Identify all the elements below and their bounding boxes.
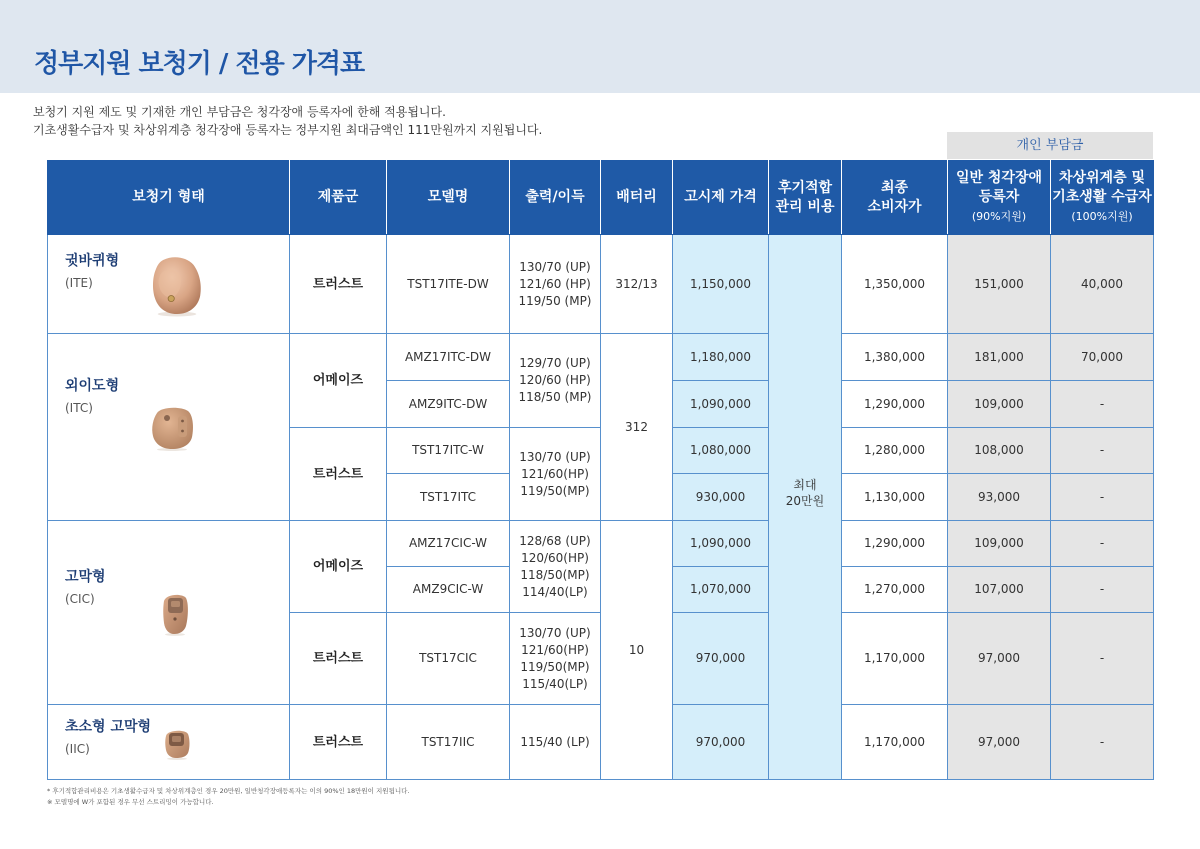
type-code: (CIC) <box>65 592 95 606</box>
output-gain-line: 130/70 (UP) <box>519 625 591 640</box>
notice-price-cell: 1,090,000 <box>673 381 769 428</box>
type-label <box>65 566 106 610</box>
output-gain-line: 118/50 (MP) <box>518 390 592 404</box>
output-gain-line: 121/60(HP) <box>521 466 589 481</box>
output-gain-line: 121/60 (HP) <box>519 276 591 291</box>
aftercare-cost-line: 최대 <box>793 478 817 492</box>
output-gain-cell <box>510 521 601 613</box>
low-income-share-cell: 40,000 <box>1051 235 1154 334</box>
product-line-cell: 트러스트 <box>290 613 387 705</box>
type-name: 외이도형 <box>65 378 120 394</box>
low-income-share-cell: - <box>1051 381 1154 428</box>
final-price-cell: 1,170,000 <box>842 705 948 780</box>
output-gain-cell <box>510 428 601 521</box>
header-line: 등록자 <box>978 188 1020 205</box>
battery-cell: 312 <box>601 334 673 521</box>
footnote: * 후기적합관리비용은 기초생활수급자 및 차상위계층인 경우 20만원, 일반청각장애등록자는 이의 90%인 18만원이 지원됩니다. <box>47 787 410 795</box>
general-share-cell: 107,000 <box>948 567 1051 613</box>
cic-hearing-aid-icon <box>160 592 190 636</box>
output-gain-cell <box>510 235 601 334</box>
output-gain-cell <box>510 705 601 780</box>
type-label <box>65 375 119 419</box>
final-price-cell: 1,270,000 <box>842 567 948 613</box>
output-gain-line: 119/50 (MP) <box>518 293 592 308</box>
output-gain-line: 128/68 (UP) <box>519 533 591 548</box>
output-gain-line: 118/50(MP) <box>520 567 590 582</box>
notice-price-cell: 1,070,000 <box>673 567 769 613</box>
type-label <box>65 716 151 760</box>
type-cell <box>48 705 290 780</box>
personal-share-label: 개인 부담금 <box>947 132 1153 159</box>
type-cell <box>48 334 290 521</box>
notice-price-cell: 1,080,000 <box>673 428 769 474</box>
type-code: (ITC) <box>65 401 93 415</box>
low-income-share-cell: 70,000 <box>1051 334 1154 381</box>
notice-line: 기초생활수급자 및 차상위계층 청각장애 등록자는 정부지원 최대금액인 111만원까지 지원됩니다. <box>33 123 543 137</box>
header-line: 후기적합 <box>777 179 833 196</box>
footnotes <box>47 786 410 808</box>
low-income-share-cell: - <box>1051 613 1154 705</box>
output-gain-line: 120/60(HP) <box>521 550 589 565</box>
notice-price-cell: 1,090,000 <box>673 521 769 567</box>
type-cell <box>48 235 290 334</box>
header-line: 관리 비용 <box>775 198 835 215</box>
battery-cell: 10 <box>601 521 673 780</box>
header-line: 소비자가 <box>867 198 922 215</box>
type-cell <box>48 521 290 705</box>
output-gain-cell <box>510 613 601 705</box>
page-title: 정부지원 보청기 / 전용 가격표 <box>34 49 365 79</box>
product-line-cell: 어메이즈 <box>290 521 387 613</box>
header-product-line: 제품군 <box>290 161 387 235</box>
final-price-cell: 1,290,000 <box>842 521 948 567</box>
model-cell: TST17CIC <box>387 613 510 705</box>
aftercare-cost-line: 20만원 <box>785 494 825 508</box>
product-line-cell: 어메이즈 <box>290 334 387 428</box>
final-price-cell: 1,170,000 <box>842 613 948 705</box>
header-line: 일반 청각장애 <box>955 169 1043 186</box>
output-gain-line: 115/40(LP) <box>522 676 588 691</box>
model-cell: TST17IIC <box>387 705 510 780</box>
ite-hearing-aid-icon <box>148 255 206 317</box>
header-line: 기초생활 수급자 <box>1052 188 1152 205</box>
product-line-cell: 트러스트 <box>290 428 387 521</box>
price-table <box>47 160 1154 780</box>
product-line-cell: 트러스트 <box>290 235 387 334</box>
type-name: 고막형 <box>65 569 106 585</box>
final-price-cell: 1,290,000 <box>842 381 948 428</box>
header-type: 보청기 형태 <box>48 161 290 235</box>
header-line: 최종 <box>880 179 909 196</box>
general-share-cell: 109,000 <box>948 521 1051 567</box>
output-gain-line: 130/70 (UP) <box>519 259 591 274</box>
type-code: (IIC) <box>65 742 90 756</box>
notice-price-cell: 930,000 <box>673 474 769 521</box>
notice-price-cell: 1,180,000 <box>673 334 769 381</box>
output-gain-line: 119/50(MP) <box>520 659 590 674</box>
battery-cell: 312/13 <box>601 235 673 334</box>
table-row <box>48 334 1154 381</box>
header-model: 모델명 <box>387 161 510 235</box>
notice-price-cell: 1,150,000 <box>673 235 769 334</box>
output-gain-line: 129/70 (UP) <box>519 356 591 370</box>
output-gain-cell <box>510 334 601 428</box>
model-cell: AMZ17CIC-W <box>387 521 510 567</box>
iic-hearing-aid-icon <box>163 728 191 760</box>
notice-text <box>33 103 542 139</box>
final-price-cell: 1,130,000 <box>842 474 948 521</box>
model-cell: TST17ITC-W <box>387 428 510 474</box>
model-cell: AMZ9ITC-DW <box>387 381 510 428</box>
general-share-cell: 108,000 <box>948 428 1051 474</box>
low-income-share-cell: - <box>1051 567 1154 613</box>
footnote: ※ 모델명에 W가 포함된 경우 무선 스트리밍이 가능합니다. <box>47 798 214 806</box>
low-income-share-cell: - <box>1051 705 1154 780</box>
final-price-cell: 1,280,000 <box>842 428 948 474</box>
header-line: 차상위계층 및 <box>1058 169 1146 186</box>
type-code: (ITE) <box>65 276 93 290</box>
header-notice-price: 고시제 가격 <box>673 161 769 235</box>
notice-price-cell: 970,000 <box>673 613 769 705</box>
product-line-cell: 트러스트 <box>290 705 387 780</box>
header-aftercare <box>769 161 842 235</box>
table-row <box>48 235 1154 334</box>
final-price-cell: 1,380,000 <box>842 334 948 381</box>
model-cell: TST17ITC <box>387 474 510 521</box>
low-income-share-cell: - <box>1051 521 1154 567</box>
low-income-share-cell: - <box>1051 474 1154 521</box>
low-income-share-cell: - <box>1051 428 1154 474</box>
output-gain-line: 114/40(LP) <box>522 584 588 599</box>
header-output-gain: 출력/이득 <box>510 161 601 235</box>
type-name: 초소형 고막형 <box>65 719 152 735</box>
model-cell: TST17ITE-DW <box>387 235 510 334</box>
general-share-cell: 93,000 <box>948 474 1051 521</box>
output-gain-line: 119/50(MP) <box>520 483 590 498</box>
header-low-income-share <box>1051 161 1154 235</box>
general-share-cell: 109,000 <box>948 381 1051 428</box>
header-subline: (90%지원) <box>971 209 1027 223</box>
header-final-price <box>842 161 948 235</box>
general-share-cell: 151,000 <box>948 235 1051 334</box>
table-row <box>48 521 1154 567</box>
model-cell: AMZ17ITC-DW <box>387 334 510 381</box>
general-share-cell: 97,000 <box>948 613 1051 705</box>
final-price-cell: 1,350,000 <box>842 235 948 334</box>
output-gain-line: 130/70 (UP) <box>519 449 591 464</box>
output-gain-line: 120/60 (HP) <box>519 373 591 387</box>
notice-price-cell: 970,000 <box>673 705 769 780</box>
header-row <box>48 161 1154 235</box>
general-share-cell: 181,000 <box>948 334 1051 381</box>
general-share-cell: 97,000 <box>948 705 1051 780</box>
aftercare-cost-cell <box>769 235 842 780</box>
header-general-share <box>948 161 1051 235</box>
notice-line: 보청기 지원 제도 및 기재한 개인 부담금은 청각장애 등록자에 한해 적용됩니다. <box>33 105 446 119</box>
output-gain-line: 121/60(HP) <box>521 642 589 657</box>
itc-hearing-aid-icon <box>150 405 194 451</box>
model-cell: AMZ9CIC-W <box>387 567 510 613</box>
output-gain-line: 115/40 (LP) <box>520 734 590 749</box>
header-battery: 배터리 <box>601 161 673 235</box>
type-name: 귓바퀴형 <box>65 253 120 269</box>
type-label <box>65 250 119 294</box>
header-subline: (100%지원) <box>1071 209 1133 223</box>
